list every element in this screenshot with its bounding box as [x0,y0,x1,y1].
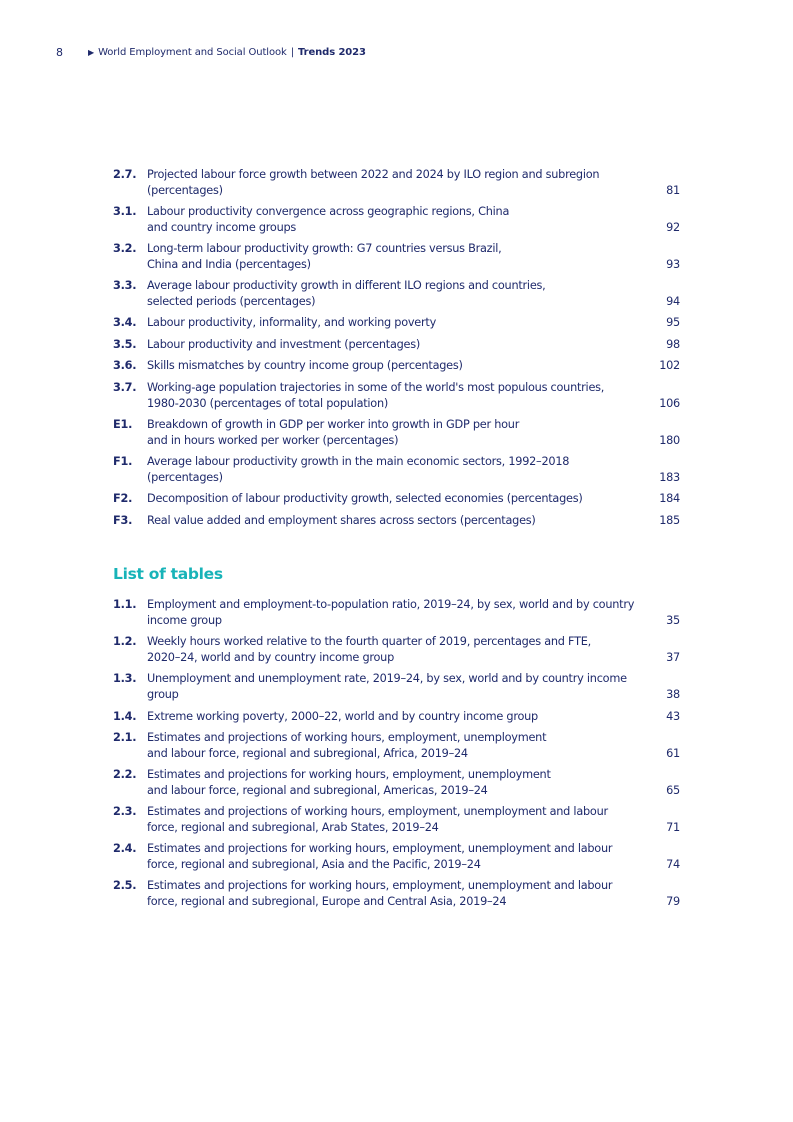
entry-title: Unemployment and unemployment rate, 2019–24, by sex, world and by country income group [147,672,627,701]
toc-entry[interactable] [113,730,680,762]
toc-entry[interactable] [113,417,680,449]
toc-entry[interactable] [113,597,680,629]
entry-page-number: 43 [666,709,680,723]
toc-entry[interactable] [113,513,680,529]
entry-page-number: 79 [666,895,680,908]
entry-number: 2.3. [113,805,137,818]
entry-number: 3.1. [113,205,137,218]
entry-number: 3.5. [113,337,137,351]
toc-entry[interactable] [113,454,680,486]
toc-entry[interactable] [113,841,680,873]
entry-number: 2.2. [113,768,137,781]
entry-number: 3.7. [113,380,137,394]
entry-title: Decomposition of labour productivity growth, selected economies (percentages) [147,492,583,505]
entry-page-number: 180 [659,433,680,447]
entry-title: Average labour productivity growth in the main economic sectors, 1992–2018 (percentages) [147,454,570,484]
entry-title: Estimates and projections for working hours, employment, unemployment and labour force, regional and subregional, Asia and the Pacific, 2019–24 [147,842,613,871]
entry-page-number: 106 [659,396,680,410]
entry-number: 3.2. [113,242,137,255]
entry-number: 2.7. [113,168,137,181]
toc-entry[interactable] [113,671,680,703]
entry-title: Extreme working poverty, 2000–22, world and by country income group [147,709,538,723]
entry-title: Estimates and projections for working hours, employment, unemployment and labour force, regional and subregional, Americas, 2019–24 [147,768,551,797]
entry-number: 3.6. [113,359,137,372]
toc-entry[interactable] [113,709,680,725]
toc-entry[interactable] [113,241,680,273]
toc-entry[interactable] [113,167,680,199]
entry-page-number: 183 [659,470,680,484]
entry-title: Labour productivity convergence across geographic regions, China and country income groups [147,205,510,234]
entry-title: Weekly hours worked relative to the fourth quarter of 2019, percentages and FTE, 2020–24, world and by country income group [147,635,591,664]
entry-page-number: 185 [659,513,680,527]
entry-page-number: 35 [666,614,680,627]
entry-number: 2.5. [113,879,137,892]
entry-page-number: 81 [666,184,680,197]
entry-title: Skills mismatches by country income group (percentages) [147,359,463,372]
toc-entry[interactable] [113,204,680,236]
entry-title: Projected labour force growth between 2022 and 2024 by ILO region and subregion (percentages) [147,168,600,197]
entry-title: Breakdown of growth in GDP per worker into growth in GDP per hour and in hours worked per worker (percentages) [147,417,520,447]
entry-page-number: 38 [666,688,680,701]
toc-entry[interactable] [113,380,680,412]
entry-page-number: 95 [666,316,680,329]
entry-title: Average labour productivity growth in different ILO regions and countries, selected periods (percentages) [147,279,546,308]
entry-number: 2.4. [113,842,137,855]
entry-page-number: 93 [666,258,680,271]
entry-page-number: 94 [666,295,680,308]
edition-title: Trends 2023 [298,47,366,58]
toc-entry[interactable] [113,278,680,310]
entry-number: 1.3. [113,672,137,685]
entry-title: Real value added and employment shares across sectors (percentages) [147,513,536,527]
entry-page-number: 184 [659,492,680,505]
entry-number: 3.3. [113,279,137,292]
toc-entry[interactable] [113,767,680,799]
entry-number: 1.2. [113,635,137,648]
entry-number: 1.4. [113,709,137,723]
entry-title: Labour productivity, informality, and working poverty [147,316,437,329]
entry-page-number: 98 [666,337,680,351]
entry-page-number: 37 [666,651,680,664]
toc-entry[interactable] [113,337,680,353]
entry-page-number: 92 [666,221,680,234]
list-of-tables-heading: List of tables [113,565,223,583]
entry-number: 1.1. [113,598,137,611]
publication-title: World Employment and Social Outlook [98,47,287,58]
toc-entry[interactable] [113,491,680,507]
entry-number: 3.4. [113,316,137,329]
toc-entry[interactable] [113,804,680,836]
entry-page-number: 71 [666,821,680,834]
list-of-tables [113,597,680,915]
entry-number: F1. [113,454,133,468]
entry-number: 2.1. [113,731,137,744]
toc-entry[interactable] [113,315,680,331]
header-separator: | [290,47,294,58]
entry-title: Estimates and projections for working hours, employment, unemployment and labour force, regional and subregional, Europe and Central Asia, 2019–24 [147,879,613,908]
toc-entry[interactable] [113,878,680,910]
toc-entry[interactable] [113,634,680,666]
entry-number: F2. [113,492,133,505]
entry-number: F3. [113,513,133,527]
page-header [56,46,366,59]
entry-title: Estimates and projections of working hours, employment, unemployment and labour force, regional and subregional, Arab States, 2019–24 [147,805,608,834]
toc-entry[interactable] [113,358,680,374]
page-number: 8 [56,46,63,59]
entry-page-number: 61 [666,747,680,760]
entry-page-number: 102 [659,359,680,372]
entry-title: Employment and employment-to-population ratio, 2019–24, by sex, world and by country income group [147,598,635,627]
entry-number: E1. [113,417,133,431]
entry-title: Working-age population trajectories in some of the world's most populous countries, 1980-2030 (percentages of total population) [147,380,605,410]
list-of-figures [113,167,680,534]
entry-page-number: 74 [666,858,680,871]
entry-title: Labour productivity and investment (percentages) [147,337,421,351]
entry-title: Estimates and projections of working hours, employment, unemployment and labour force, regional and subregional, Africa, 2019–24 [147,731,547,760]
entry-title: Long-term labour productivity growth: G7 countries versus Brazil, China and India (percentages) [147,242,502,271]
triangle-right-icon: ▶ [88,48,95,57]
entry-page-number: 65 [666,784,680,797]
